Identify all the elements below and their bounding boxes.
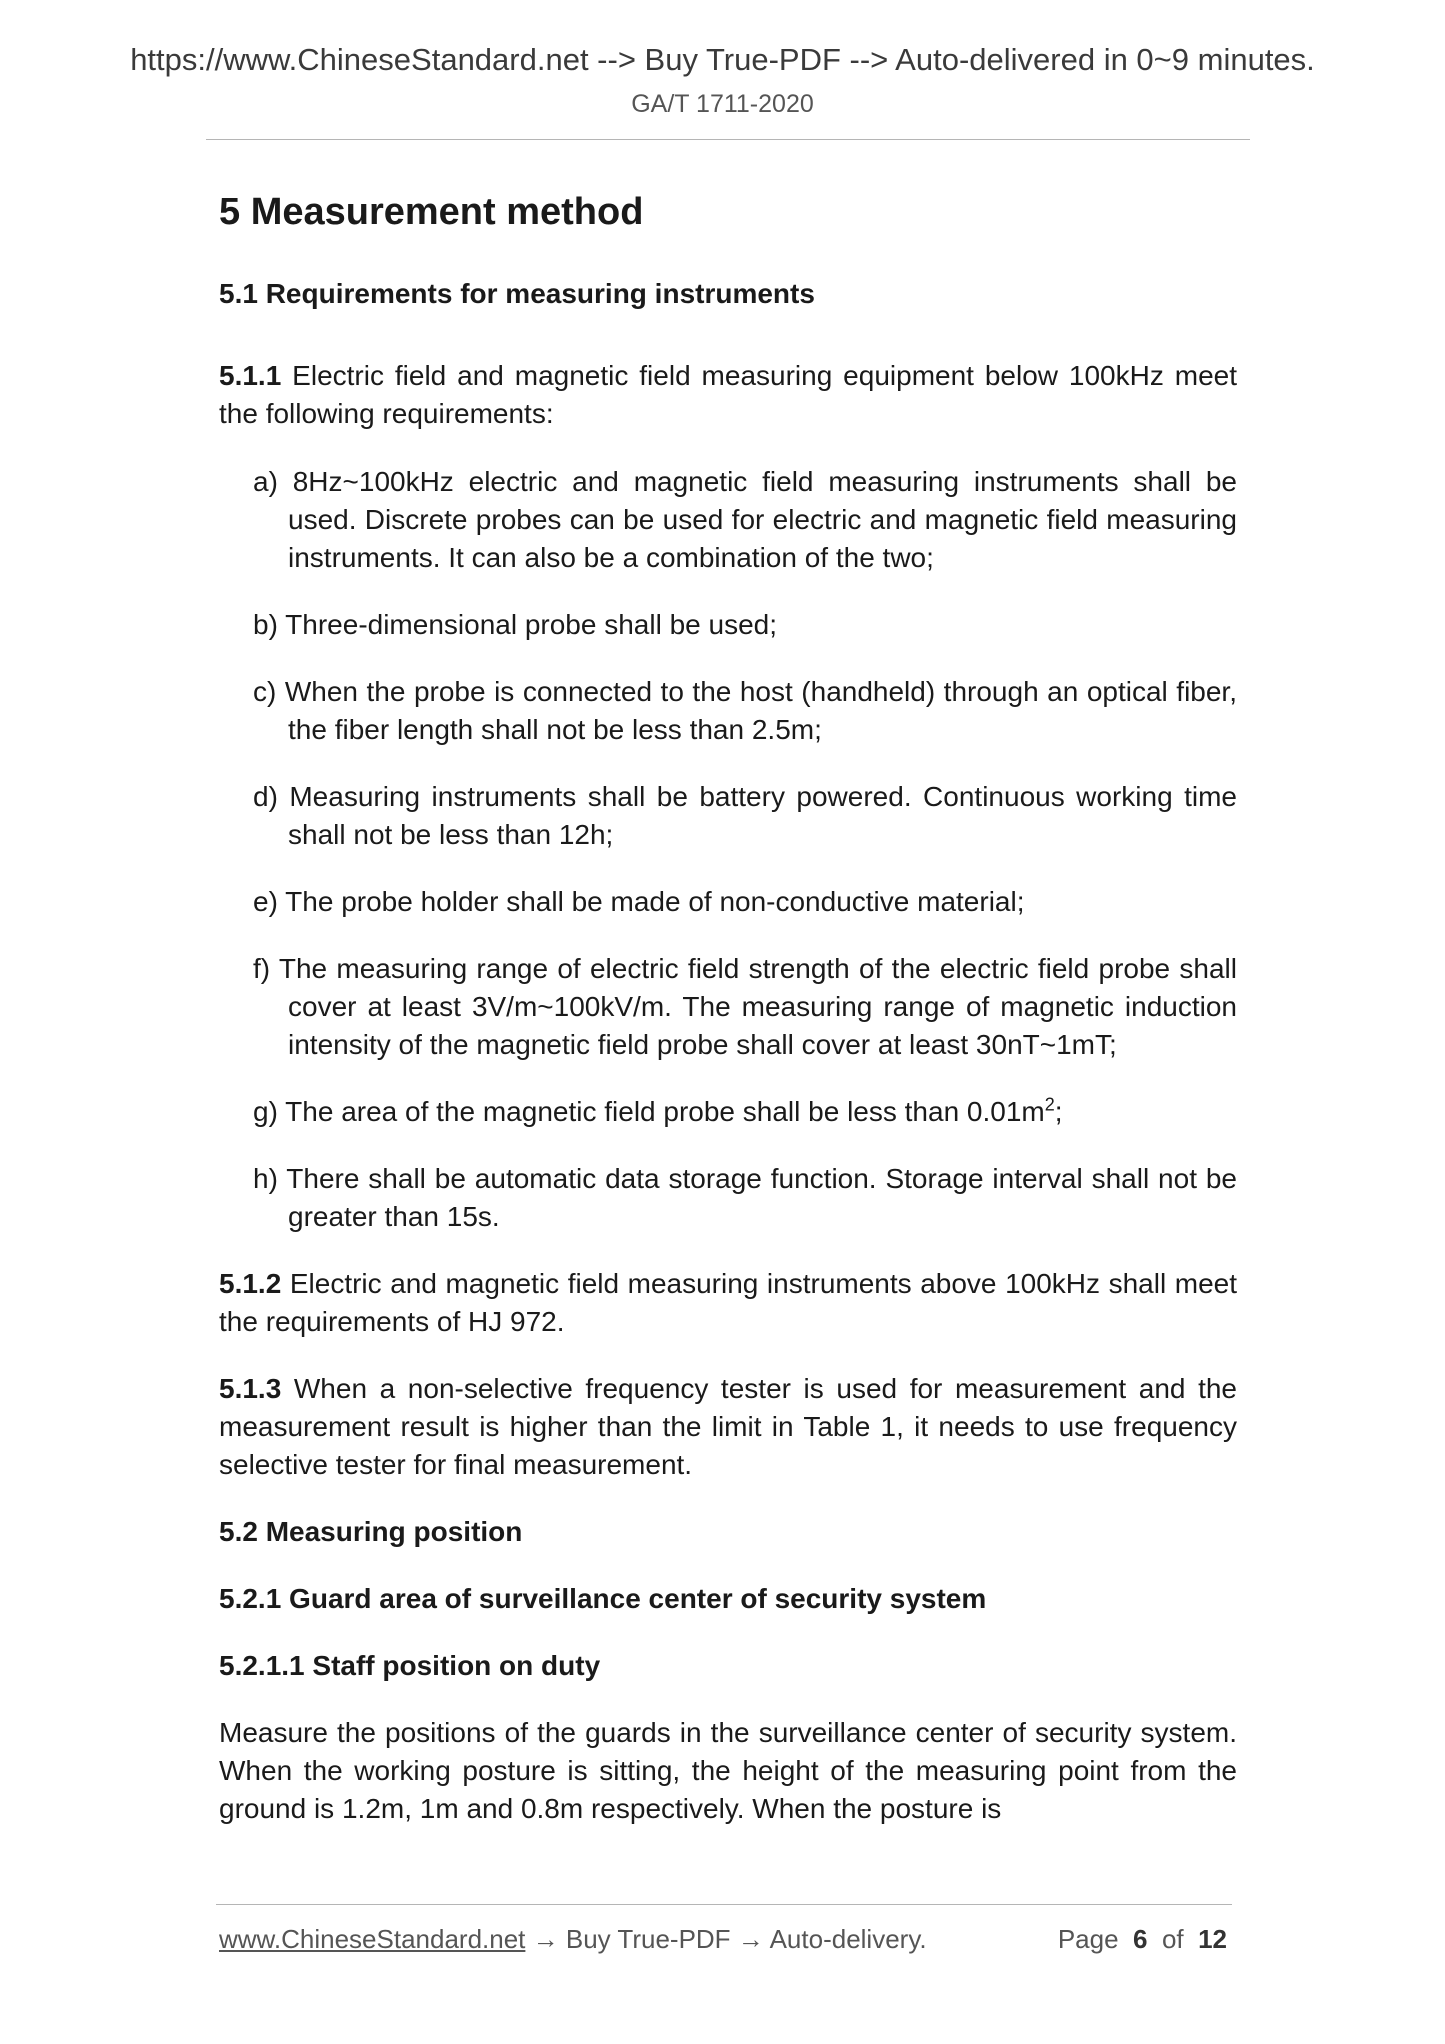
page-number: 6 (1133, 1924, 1148, 1954)
arrow-icon: → (730, 1924, 770, 1954)
list-item: d) Measuring instruments shall be battery powered. Continuous working time shall not be less than 12h; (253, 781, 1237, 850)
of-label: of (1161, 1924, 1184, 1954)
list-item-tail: ; (1054, 1096, 1063, 1127)
heading-5-2: 5.2 Measuring position (219, 1516, 523, 1547)
footer-left (219, 1922, 927, 1956)
document-code: GA/T 1711-2020 (631, 90, 814, 118)
page-content (219, 180, 1237, 1828)
clause-number: 5.1.1 (219, 360, 282, 391)
clause-text: When a non-selective frequency tester is used for measurement and the measurement result is higher than the limit in Table 1, it needs to use frequency selective tester for final measurement. (219, 1373, 1237, 1480)
page-total: 12 (1198, 1924, 1227, 1954)
heading-5-2-1-1: 5.2.1.1 Staff position on duty (219, 1650, 601, 1681)
section-title: 5 Measurement method (219, 191, 644, 233)
list-item-g (219, 1093, 1237, 1131)
buy-text: Buy True-PDF (565, 1924, 731, 1954)
clause-number: 5.1.3 (219, 1373, 282, 1404)
list-item: h) There shall be automatic data storage function. Storage interval shall not be greater than 15s. (253, 1163, 1237, 1232)
list-item: e) The probe holder shall be made of non-conductive material; (253, 886, 1025, 917)
list-item: b) Three-dimensional probe shall be used; (253, 609, 778, 640)
requirements-list (219, 463, 1237, 1236)
footer-divider (216, 1904, 1232, 1905)
list-item: f) The measuring range of electric field strength of the electric field probe shall cover at least 3V/m~100kV/m. The measuring range of magnetic induction intensity of the magnetic field probe shall cover at least 30nT~1mT; (253, 953, 1237, 1060)
heading-5-1: 5.1 Requirements for measuring instruments (219, 278, 815, 309)
list-item-text: g) The area of the magnetic field probe shall be less than 0.01m (253, 1096, 1045, 1127)
heading-5-2-1: 5.2.1 Guard area of surveillance center of security system (219, 1583, 987, 1614)
paragraph-staff-position: Measure the positions of the guards in the surveillance center of security system. When the working posture is sitting, the height of the measuring point from the ground is 1.2m, 1m and 0.8m respectively. When the posture is (219, 1717, 1237, 1824)
top-banner: https://www.ChineseStandard.net --> Buy True-PDF --> Auto-delivered in 0~9 minutes. (130, 42, 1315, 77)
superscript: 2 (1044, 1094, 1055, 1115)
page-label: Page (1057, 1924, 1119, 1954)
clause-text: Electric and magnetic field measuring instruments above 100kHz shall meet the requirements of HJ 972. (219, 1268, 1237, 1337)
paragraph-5-1-2 (219, 1265, 1237, 1341)
header-divider (206, 139, 1250, 140)
auto-delivery-text: Auto-delivery. (769, 1924, 927, 1954)
arrow-icon: → (525, 1924, 566, 1954)
list-item: c) When the probe is connected to the host (handheld) through an optical fiber, the fiber length shall not be less than 2.5m; (253, 676, 1237, 745)
website-link[interactable]: www.ChineseStandard.net (219, 1924, 526, 1954)
list-item: a) 8Hz~100kHz electric and magnetic field measuring instruments shall be used. Discrete probes can be used for electric and magnetic field measuring instruments. It can also be a combination of the two; (253, 466, 1237, 573)
page-indicator (1058, 1922, 1227, 1956)
paragraph-5-1-1 (219, 357, 1237, 433)
clause-text: Electric field and magnetic field measuring equipment below 100kHz meet the following requirements: (219, 360, 1237, 429)
paragraph-5-1-3 (219, 1370, 1237, 1484)
clause-number: 5.1.2 (219, 1268, 282, 1299)
